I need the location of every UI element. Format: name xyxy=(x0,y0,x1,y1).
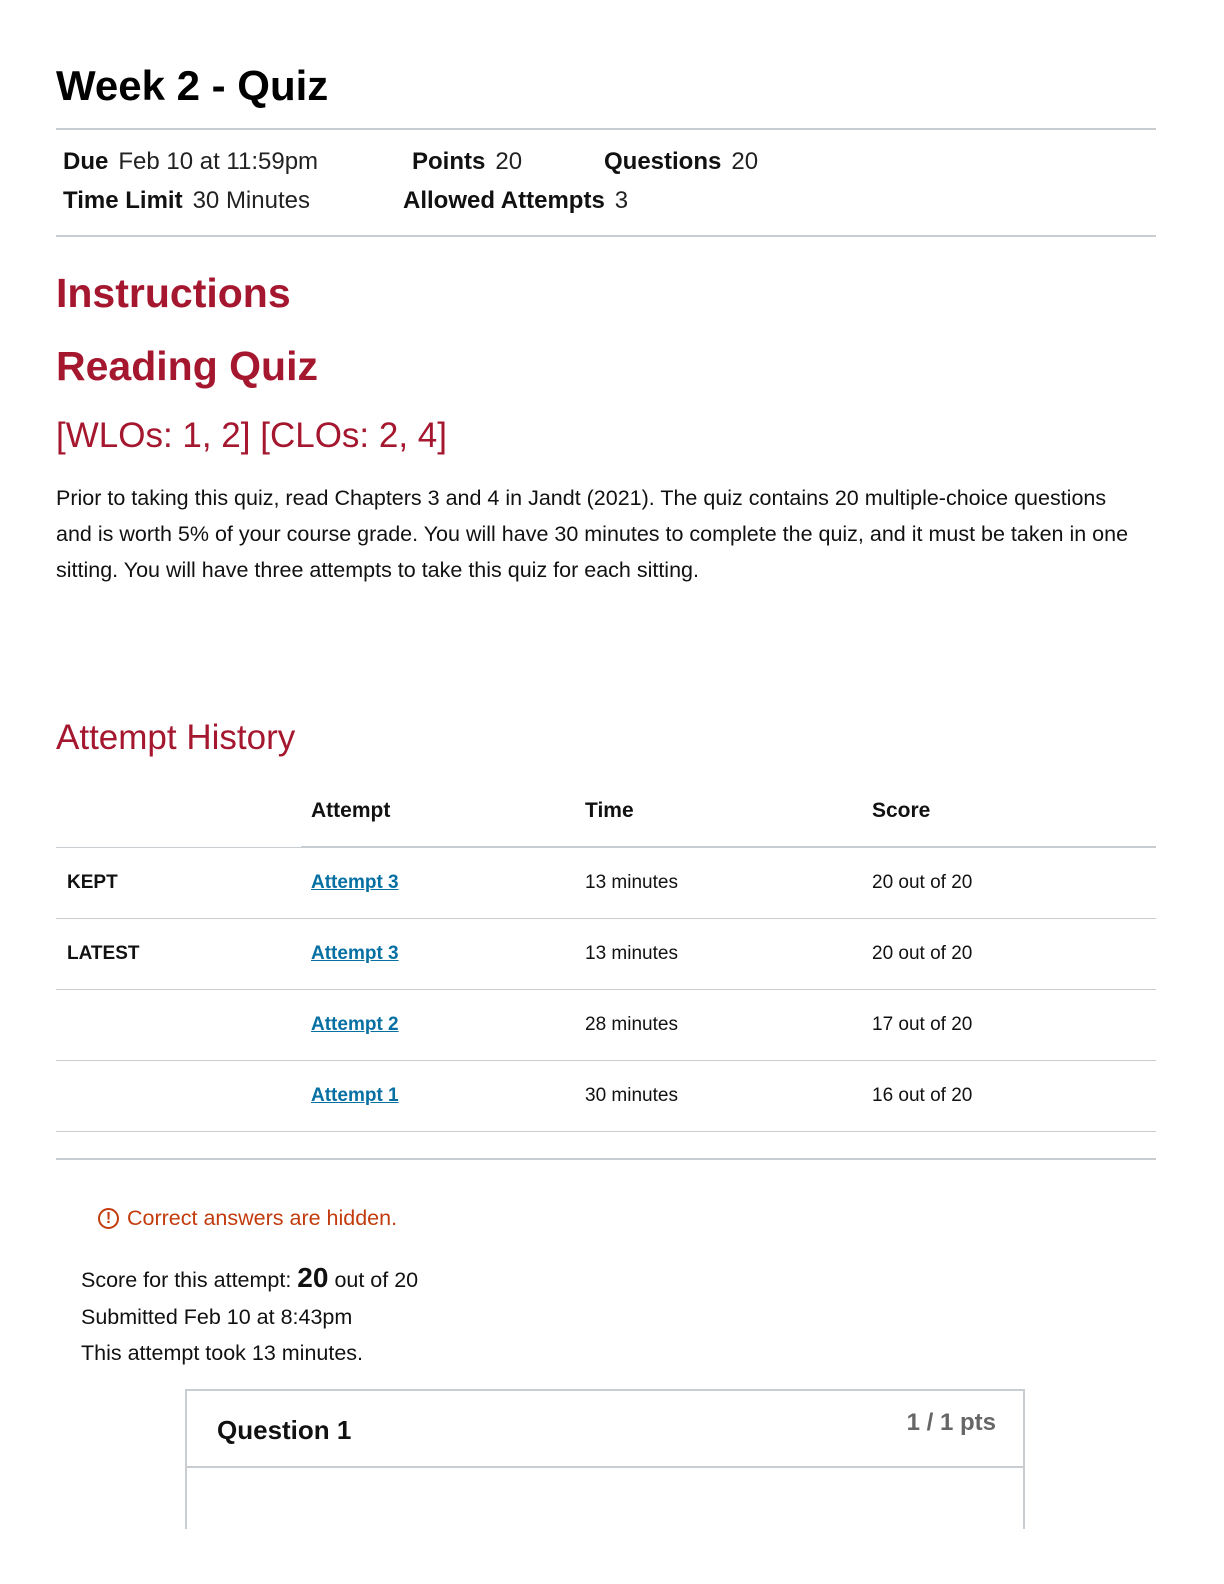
attempt-status: KEPT xyxy=(56,847,301,919)
questions-value: 20 xyxy=(731,148,759,175)
time-limit-label: Time Limit xyxy=(63,187,183,214)
questions-meta xyxy=(604,148,758,176)
attempt-link[interactable]: Attempt 2 xyxy=(311,1014,399,1035)
questions-label: Questions xyxy=(604,148,722,175)
question-title: Question 1 xyxy=(217,1415,352,1445)
attempt-time: 13 minutes xyxy=(585,919,872,990)
divider xyxy=(56,1158,1156,1160)
points-label: Points xyxy=(412,148,486,175)
objectives-heading: [WLOs: 1, 2] [CLOs: 2, 4] xyxy=(56,416,447,455)
time-limit-value: 30 Minutes xyxy=(192,187,310,214)
attempt-status xyxy=(56,1061,301,1132)
attempt-status xyxy=(56,990,301,1061)
score-value: 20 xyxy=(297,1262,329,1293)
attempt-status: LATEST xyxy=(56,919,301,990)
points-meta xyxy=(412,148,522,176)
reading-quiz-heading: Reading Quiz xyxy=(56,343,318,389)
attempt-link[interactable]: Attempt 3 xyxy=(311,943,399,964)
instructions-text: Prior to taking this quiz, read Chapters 3 and 4 in Jandt (2021). The quiz contains 20 multiple-choice questions and is worth 5% of your course grade. You will have 30 minutes to complete the quiz, and it must be taken in one sitting. You will have three attempts to take this quiz for each sitting. xyxy=(56,486,1129,582)
divider xyxy=(56,128,1156,130)
due-label: Due xyxy=(63,148,109,175)
attempt-time: 13 minutes xyxy=(585,847,872,919)
attempt-score: 20 out of 20 xyxy=(872,919,1156,990)
attempt-time: 30 minutes xyxy=(585,1061,872,1132)
submitted-time: Submitted Feb 10 at 8:43pm xyxy=(81,1305,353,1329)
column-header-score: Score xyxy=(872,776,1156,847)
due-value: Feb 10 at 11:59pm xyxy=(118,148,319,175)
attempt-time: 28 minutes xyxy=(585,990,872,1061)
table-row xyxy=(56,847,1156,919)
column-header-status xyxy=(56,776,301,847)
allowed-attempts-value: 3 xyxy=(614,187,629,214)
attempt-score: 17 out of 20 xyxy=(872,990,1156,1061)
notice-text: Correct answers are hidden. xyxy=(127,1206,398,1230)
attempt-score: 20 out of 20 xyxy=(872,847,1156,919)
time-limit-meta xyxy=(63,187,310,215)
instructions-heading: Instructions xyxy=(56,270,291,316)
allowed-attempts-meta xyxy=(403,187,628,215)
question-header xyxy=(187,1391,1025,1468)
attempt-score: 16 out of 20 xyxy=(872,1061,1156,1132)
page-title: Week 2 - Quiz xyxy=(56,62,329,109)
due-meta xyxy=(63,148,318,176)
table-row xyxy=(56,1061,1156,1132)
score-suffix: out of 20 xyxy=(334,1268,419,1292)
column-header-time: Time xyxy=(585,776,872,847)
table-header-row xyxy=(56,776,1156,847)
points-value: 20 xyxy=(495,148,523,175)
attempt-link[interactable]: Attempt 1 xyxy=(311,1085,399,1106)
attempt-history-table xyxy=(56,776,1156,1132)
column-header-attempt: Attempt xyxy=(301,776,585,847)
attempt-duration: This attempt took 13 minutes. xyxy=(81,1341,364,1365)
attempt-score-line xyxy=(81,1262,418,1294)
warning-circle-icon: ! xyxy=(98,1208,119,1229)
attempt-history-heading: Attempt History xyxy=(56,718,296,757)
divider xyxy=(56,235,1156,237)
score-prefix: Score for this attempt: xyxy=(81,1268,292,1292)
question-card xyxy=(185,1389,1025,1529)
attempt-link[interactable]: Attempt 3 xyxy=(311,872,399,893)
table-row xyxy=(56,990,1156,1061)
allowed-attempts-label: Allowed Attempts xyxy=(403,187,605,214)
correct-answers-hidden-notice xyxy=(98,1206,397,1231)
table-row xyxy=(56,919,1156,990)
question-points: 1 / 1 pts xyxy=(906,1409,996,1436)
